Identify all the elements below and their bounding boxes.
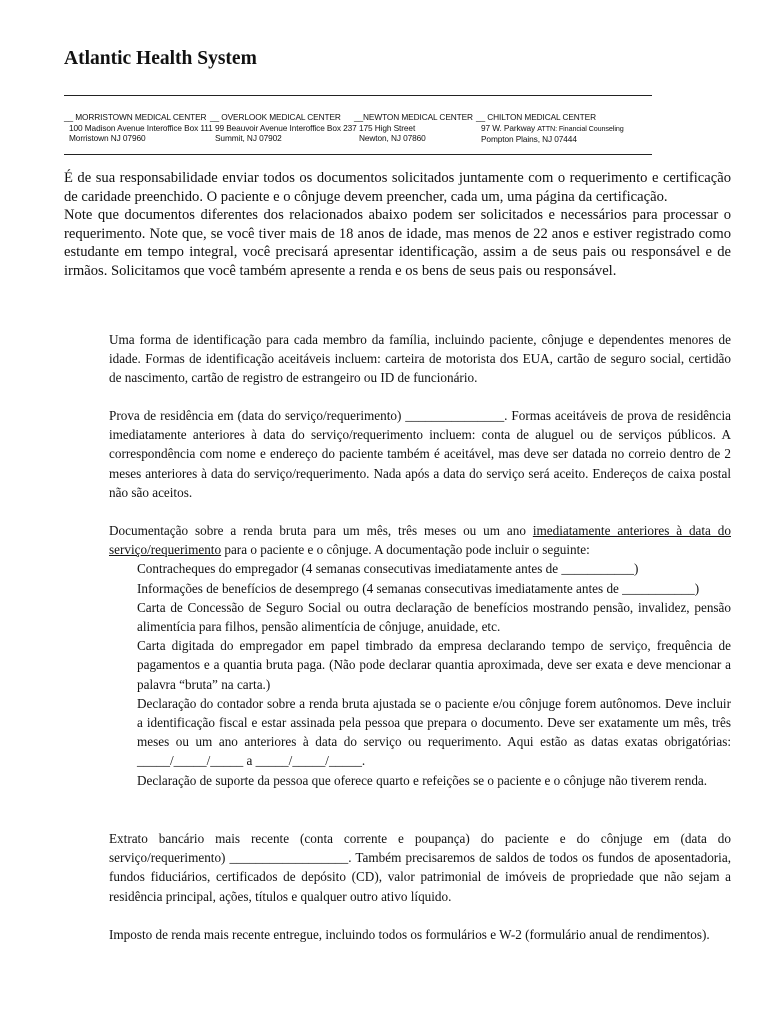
income-subitem bbox=[109, 771, 731, 790]
requirement-tax-return bbox=[86, 925, 731, 944]
income-lead-tail: para o paciente e o cônjuge. A documentação pode incluir o seguinte: bbox=[221, 542, 590, 558]
requirement-text: Extrato bancário mais recente (conta corrente e poupança) do paciente e do cônjuge em (data do serviço/requerimento) __________________. Também precisaremos de saldos de todos os fundos de aposentadoria, fundos fiduciários, certificados de depósito (CD), valor patrimonial de imóveis de propriedade que não sejam a residência principal, ações, títulos e qualquer outro ativo líquido. bbox=[109, 831, 731, 904]
location-city: Summit, NJ 07902 bbox=[215, 133, 282, 144]
requirement-bank-statement bbox=[86, 829, 731, 906]
requirement-text bbox=[109, 521, 731, 559]
intro-paragraph-1: É de sua responsabilidade enviar todos os documentos solicitados juntamente com o requerimento e certificação de caridade preenchido. O paciente e o cônjuge devem preencher, cada um, uma página da certificação. bbox=[64, 170, 731, 205]
income-subitem bbox=[109, 579, 731, 598]
location-address: 99 Beauvoir Avenue Interoffice Box 237 bbox=[215, 122, 357, 133]
location-city: Newton, NJ 07860 bbox=[359, 133, 426, 144]
location-name: __NEWTON MEDICAL CENTER bbox=[354, 112, 473, 122]
location-name: __ OVERLOOK MEDICAL CENTER bbox=[210, 112, 341, 122]
requirement-residence bbox=[86, 406, 731, 502]
subitem-text: Declaração de suporte da pessoa que oferece quarto e refeições se o paciente e o cônjuge não tiverem renda. bbox=[137, 772, 708, 788]
income-subitem bbox=[109, 559, 731, 578]
subitem-text: Declaração do contador sobre a renda bruta ajustada se o paciente e/ou cônjuge forem autônomos. Deve incluir a identificação fiscal e estar assinada pela pessoa que prepara o documento. Deve ser exatamente um mês, três meses ou um ano anteriores à data do serviço ou requerimento. Aqui estão as datas exatas obrigatórias: _____/_____/_____ a _____/_____/_____. bbox=[137, 695, 731, 769]
subitem-text: Carta de Concessão de Seguro Social ou outra declaração de benefícios mostrando pensão, invalidez, pensão alimentícia para filhos, pensão alimentícia de cônjuge, anuidade, etc. bbox=[137, 599, 731, 635]
income-lead-underlined: imediatamente anteriores à data do serviço/requerimento bbox=[109, 523, 731, 558]
header-rule-top bbox=[64, 95, 652, 96]
location-address-line bbox=[476, 123, 624, 135]
location-address: 97 W. Parkway bbox=[481, 122, 536, 133]
subitem-text: Contracheques do empregador (4 semanas consecutivas imediatamente antes de ___________) bbox=[137, 561, 639, 577]
requirement-text: Uma forma de identificação para cada membro da família, incluindo paciente, cônjuge e dependentes menores de idade. Formas de identificação aceitáveis incluem: carteira de motorista dos EUA, cartão de seguro social, certidão de nascimento, cartão de registro de estrangeiro ou ID de funcionário. bbox=[109, 332, 731, 386]
requirement-text: Imposto de renda mais recente entregue, incluindo todos os formulários e W-2 (formulário anual de rendimentos). bbox=[109, 927, 710, 942]
income-subitem bbox=[109, 694, 731, 771]
requirement-income bbox=[86, 521, 731, 790]
location-chilton bbox=[476, 112, 624, 145]
location-attn: ATTN: Financial Counseling bbox=[537, 123, 624, 133]
requirement-text: Prova de residência em (data do serviço/requerimento) _______________. Formas aceitáveis de prova de residência imediatamente anteriores à data do serviço/requerimento incluem: conta de aluguel ou de serviços públicos. A correspondência com nome e endereço do paciente também é aceitável, mas deve ser datada no correio dentro de 2 meses anteriores à data do serviço/requerimento. Nada após a data do serviço será aceito. Endereços de caixa postal não são aceitos. bbox=[109, 408, 731, 500]
subitem-text: Carta digitada do empregador em papel timbrado da empresa declarando tempo de serviço, frequência de pagamentos e a quantia bruta paga. (Não pode declarar quantia aproximada, deve ser exata e deve mencionar a palavra “bruta” na carta.) bbox=[137, 638, 731, 692]
intro-paragraph-2: Note que documentos diferentes dos relacionados abaixo podem ser solicitados e necessários para processar o requerimento. Note que, se você tiver mais de 18 anos de idade, mas menos de 22 anos e estiver registrado como estudante em tempo integral, você precisará apresentar identificação, assim a de seus pais ou responsável e de irmãos. Solicitamos que você também apresente a renda e os bens de seus pais ou responsável. bbox=[64, 207, 731, 279]
location-overlook bbox=[210, 112, 357, 144]
subitem-text: Informações de benefícios de desemprego (4 semanas consecutivas imediatamente antes de ___________) bbox=[137, 580, 700, 596]
location-city: Pompton Plains, NJ 07444 bbox=[481, 134, 577, 145]
income-subitem bbox=[109, 636, 731, 694]
header-rule-bottom bbox=[64, 154, 652, 155]
location-address: 100 Madison Avenue Interoffice Box 111 bbox=[69, 122, 213, 133]
intro-text bbox=[64, 169, 731, 281]
location-newton bbox=[354, 112, 473, 144]
location-morristown bbox=[64, 112, 213, 144]
document-title: Atlantic Health System bbox=[64, 48, 257, 69]
income-subitem bbox=[109, 598, 731, 636]
location-name: __ CHILTON MEDICAL CENTER bbox=[476, 112, 596, 122]
location-name: __ MORRISTOWN MEDICAL CENTER bbox=[64, 112, 207, 122]
income-lead: Documentação sobre a renda bruta para um mês, três meses ou um ano bbox=[109, 523, 533, 538]
requirement-identification bbox=[86, 330, 731, 388]
location-city: Morristown NJ 07960 bbox=[69, 133, 146, 144]
location-address: 175 High Street bbox=[359, 122, 416, 133]
